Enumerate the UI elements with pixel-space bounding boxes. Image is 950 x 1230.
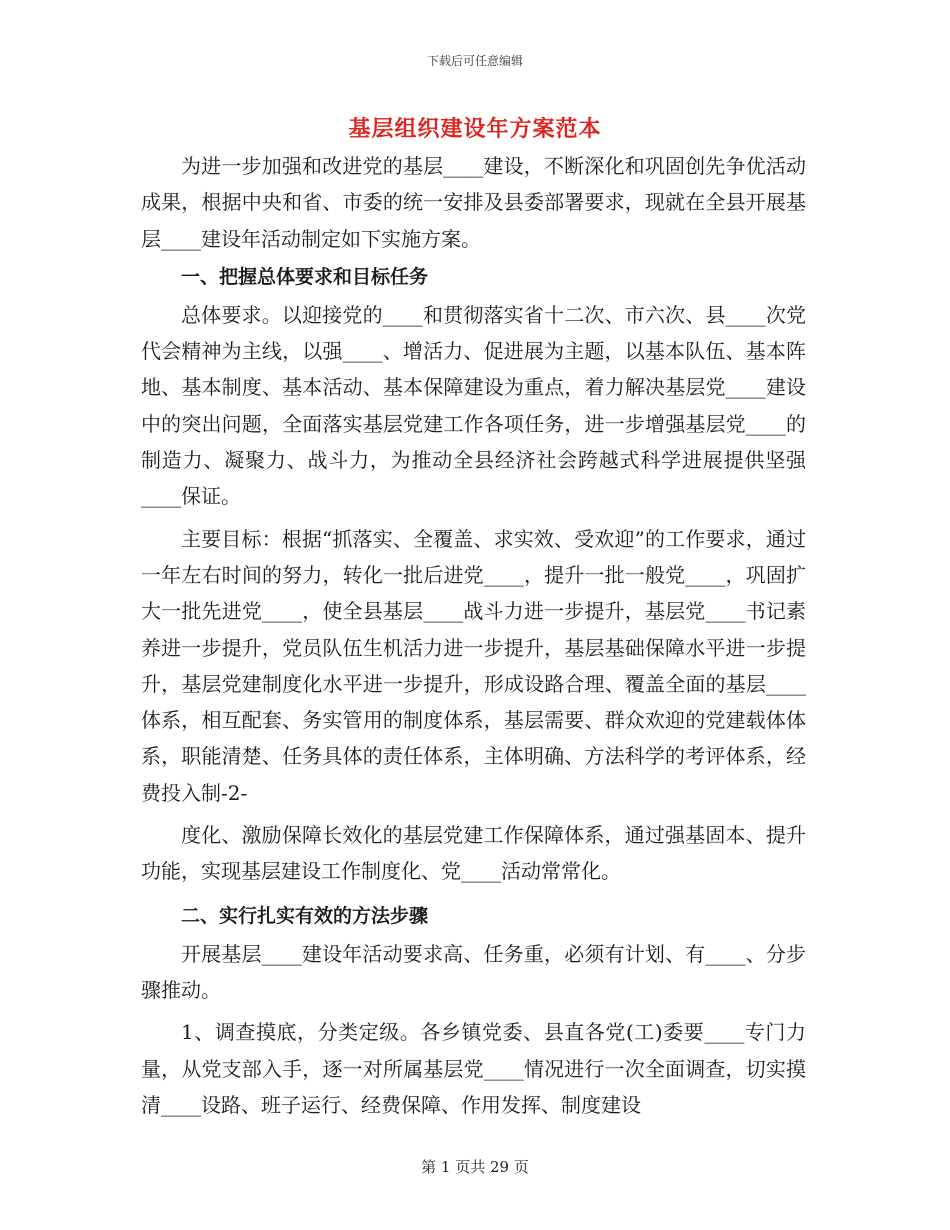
document-body: [141, 148, 806, 1123]
paragraph-continuation: 度化、激励保障长效化的基层党建工作保障体系，通过强基固本、提升功能，实现基层建设工作制度化、党____活动常常化。: [141, 823, 806, 884]
section-heading-1: 一、把握总体要求和目标任务: [181, 265, 429, 288]
page-title: 基层组织建设年方案范本: [348, 116, 602, 142]
paragraph-main-goals: 主要目标：根据“抓落实、全覆盖、求实效、受欢迎”的工作要求，通过一年左右时间的努力，转化一批后进党____，提升一批一般党____，巩固扩大一批先进党____，使全县基层____战斗力进一步提升，基层党____书记素养进一步提升，党员队伍生机活力进一步提升，基层基础保障水平进一步提升，基层党建制度化水平进一步提升，形成设路合理、覆盖全面的基层____体系，相互配套、务实管用的制度体系，基层需要、群众欢迎的党建载体体系，职能清楚、任务具体的责任体系，主体明确、方法科学的考评体系，经费投入制-2-: [141, 526, 806, 805]
page-footer: 第 1 页共 29 页: [421, 1158, 529, 1176]
section-heading-2: 二、实行扎实有效的方法步骤: [181, 904, 429, 927]
header-note: 下载后可任意编辑: [426, 54, 523, 68]
paragraph-step-1: 1、调查摸底，分类定级。各乡镇党委、县直各党(工)委要____专门力量，从党支部入手，逐一对所属基层党____情况进行一次全面调查，切实摸清____设路、班子运行、经费保障、作用发挥、制度建设: [141, 1020, 806, 1117]
paragraph-general-requirements: 总体要求。以迎接党的____和贯彻落实省十二次、市六次、县____次党代会精神为主线，以强____、增活力、促进展为主题，以基本队伍、基本阵地、基本制度、基本活动、基本保障建设为重点，着力解决基层党____建设中的突出问题，全面落实基层党建工作各项任务，进一步增强基层党____的制造力、凝聚力、战斗力，为推动全县经济社会跨越式科学进展提供坚强____保证。: [141, 302, 806, 509]
intro-paragraph: 为进一步加强和改进党的基层____建设，不断深化和巩固创先争优活动成果，根据中央和省、市委的统一安排及县委部署要求，现就在全县开展基层____建设年活动制定如下实施方案。: [141, 154, 806, 251]
paragraph-steps-intro: 开展基层____建设年活动要求高、任务重，必须有计划、有____、分步骤推动。: [141, 941, 806, 1002]
